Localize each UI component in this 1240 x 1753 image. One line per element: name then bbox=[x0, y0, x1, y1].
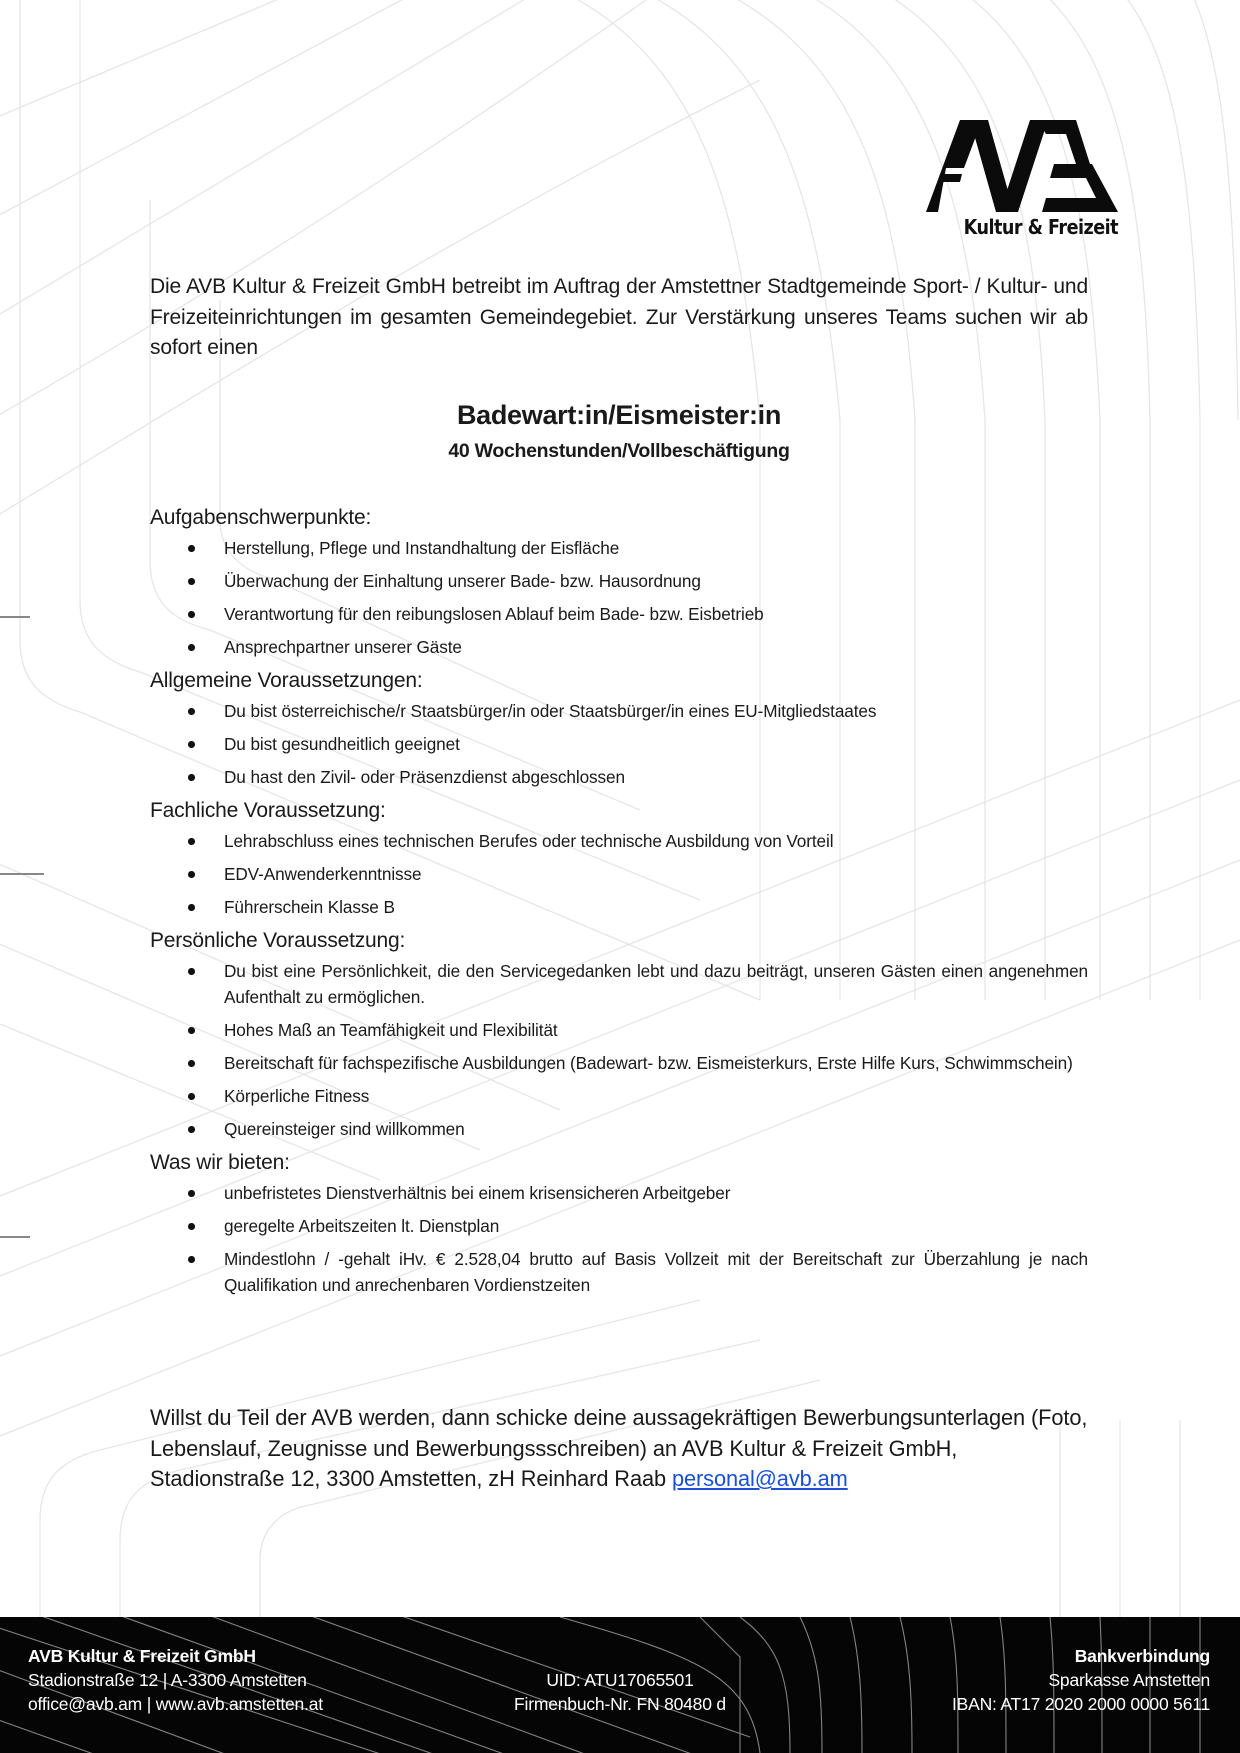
section-general-requirements bbox=[150, 667, 1088, 790]
list-item-text: Überwachung der Einhaltung unserer Bade- bzw. Hausordnung bbox=[224, 571, 701, 591]
list-item-text: Mindestlohn / -gehalt iHv. € 2.528,04 brutto auf Basis Vollzeit mit der Bereitschaft zur Überzahlung je nach Qualifikation und anrechenbaren Vordienstzeiten bbox=[224, 1249, 1088, 1295]
footer-iban: IBAN: AT17 2020 2000 0000 5611 bbox=[951, 1694, 1210, 1714]
section-heading: Aufgabenschwerpunkte: bbox=[150, 506, 372, 529]
bullet-icon bbox=[188, 708, 195, 715]
closing-text: Willst du Teil der AVB werden, dann schicke deine aussagekräftigen Bewerbungsunterlagen (Foto, Lebenslauf, Zeugnisse und Bewerbungssschreiben) an AVB Kultur & Freizeit GmbH, Stadionstraße 12, 3300 Amstetten, zH Reinhard Raab bbox=[150, 1405, 1088, 1491]
list-item bbox=[150, 634, 1088, 660]
bullet-icon bbox=[188, 611, 195, 618]
list-item-text: Führerschein Klasse B bbox=[224, 897, 395, 917]
bullet-icon bbox=[188, 838, 195, 845]
footer-address: Stadionstraße 12 | A-3300 Amstetten bbox=[28, 1670, 307, 1690]
list-item bbox=[150, 1116, 1088, 1142]
list-item bbox=[150, 535, 1088, 561]
list-item-text: Du bist eine Persönlichkeit, die den Servicegedanken lebt und dazu beiträgt, unseren Gästen einen angenehmen Aufenthalt zu ermöglichen. bbox=[224, 961, 1088, 1007]
bullet-icon bbox=[188, 871, 195, 878]
email-link[interactable]: personal@avb.am bbox=[671, 1466, 848, 1491]
avb-logo-icon bbox=[926, 120, 1118, 212]
section-personal-requirements bbox=[150, 927, 1088, 1142]
bullet-icon bbox=[188, 578, 195, 585]
footer-bank-info bbox=[952, 1644, 1210, 1716]
section-heading: Was wir bieten: bbox=[150, 1151, 290, 1174]
footer-contact[interactable]: office@avb.am | www.avb.amstetten.at bbox=[28, 1694, 323, 1714]
list-item bbox=[150, 894, 1088, 920]
footer-bank-name: Sparkasse Amstetten bbox=[1048, 1670, 1210, 1690]
list-item-text: Hohes Maß an Teamfähigkeit und Flexibilität bbox=[224, 1020, 558, 1040]
bullet-icon bbox=[188, 545, 195, 552]
bullet-list bbox=[150, 535, 1088, 660]
list-item bbox=[150, 1017, 1088, 1043]
list-item bbox=[150, 568, 1088, 594]
list-item-text: Herstellung, Pflege und Instandhaltung der Eisfläche bbox=[224, 538, 620, 558]
intro-paragraph: Die AVB Kultur & Freizeit GmbH betreibt im Auftrag der Amstettner Stadtgemeinde Sport- / Kultur- und Freizeiteinrichtungen im gesamten Gemeindegebiet. Zur Verstärkung unseres Teams suchen wir ab sofort einen bbox=[150, 275, 1088, 359]
list-item-text: unbefristetes Dienstverhältnis bei einem krisensicheren Arbeitgeber bbox=[224, 1183, 731, 1203]
footer-registration-info bbox=[502, 1668, 738, 1716]
list-item bbox=[150, 828, 1088, 854]
list-item-text: Ansprechpartner unserer Gäste bbox=[224, 637, 462, 657]
list-item-text: geregelte Arbeitszeiten lt. Dienstplan bbox=[224, 1216, 500, 1236]
requirements-sections bbox=[150, 504, 1088, 1305]
bullet-icon bbox=[188, 1223, 195, 1230]
list-item-text: EDV-Anwenderkenntnisse bbox=[224, 864, 422, 884]
footer-bank-heading: Bankverbindung bbox=[1074, 1646, 1210, 1666]
section-heading: Persönliche Voraussetzung: bbox=[150, 929, 406, 952]
fold-mark bbox=[0, 616, 30, 618]
list-item bbox=[150, 1213, 1088, 1239]
bullet-icon bbox=[188, 741, 195, 748]
bullet-list bbox=[150, 958, 1088, 1142]
job-subtitle: 40 Wochenstunden/Vollbeschäftigung bbox=[448, 440, 790, 462]
section-heading: Allgemeine Voraussetzungen: bbox=[150, 669, 423, 692]
section-professional-requirements bbox=[150, 797, 1088, 920]
bullet-icon bbox=[188, 1027, 195, 1034]
bullet-icon bbox=[188, 644, 195, 651]
section-tasks bbox=[150, 504, 1088, 660]
list-item bbox=[150, 1180, 1088, 1206]
list-item bbox=[150, 1050, 1088, 1076]
bullet-icon bbox=[188, 1190, 195, 1197]
logo-tagline: Kultur & Freizeit bbox=[963, 215, 1118, 239]
list-item bbox=[150, 1246, 1088, 1298]
section-heading: Fachliche Voraussetzung: bbox=[150, 799, 386, 822]
list-item bbox=[150, 601, 1088, 627]
list-item bbox=[150, 1083, 1088, 1109]
footer-company-info bbox=[28, 1644, 323, 1716]
bullet-icon bbox=[188, 774, 195, 781]
bullet-list bbox=[150, 698, 1088, 790]
fold-mark bbox=[0, 1236, 30, 1238]
punch-mark bbox=[0, 873, 44, 875]
bullet-list bbox=[150, 1180, 1088, 1298]
bullet-icon bbox=[188, 968, 195, 975]
list-item-text: Lehrabschluss eines technischen Berufes oder technische Ausbildung von Vorteil bbox=[224, 831, 834, 851]
section-benefits bbox=[150, 1149, 1088, 1298]
list-item-text: Du hast den Zivil- oder Präsenzdienst abgeschlossen bbox=[224, 767, 625, 787]
bullet-icon bbox=[188, 1093, 195, 1100]
list-item bbox=[150, 764, 1088, 790]
list-item-text: Du bist österreichische/r Staatsbürger/in oder Staatsbürger/in eines EU-Mitgliedstaates bbox=[224, 701, 877, 721]
list-item bbox=[150, 861, 1088, 887]
footer-company-name: AVB Kultur & Freizeit GmbH bbox=[28, 1646, 256, 1666]
footer-register-number: Firmenbuch-Nr. FN 80480 d bbox=[514, 1694, 726, 1714]
list-item bbox=[150, 698, 1088, 724]
list-item-text: Quereinsteiger sind willkommen bbox=[224, 1119, 465, 1139]
footer-uid: UID: ATU17065501 bbox=[546, 1670, 694, 1690]
company-logo bbox=[926, 120, 1118, 244]
list-item-text: Du bist gesundheitlich geeignet bbox=[224, 734, 460, 754]
bullet-icon bbox=[188, 1256, 195, 1263]
bullet-icon bbox=[188, 1126, 195, 1133]
list-item-text: Verantwortung für den reibungslosen Ablauf beim Bade- bzw. Eisbetrieb bbox=[224, 604, 764, 624]
bullet-icon bbox=[188, 904, 195, 911]
list-item bbox=[150, 731, 1088, 757]
list-item bbox=[150, 958, 1088, 1010]
bullet-icon bbox=[188, 1060, 195, 1067]
job-title: Badewart:in/Eismeister:in bbox=[456, 400, 782, 430]
list-item-text: Körperliche Fitness bbox=[224, 1086, 370, 1106]
footer bbox=[0, 1617, 1240, 1753]
list-item-text: Bereitschaft für fachspezifische Ausbildungen (Badewart- bzw. Eismeisterkurs, Erste Hilfe Kurs, Schwimmschein) bbox=[224, 1053, 1073, 1073]
bullet-list bbox=[150, 828, 1088, 920]
application-instructions bbox=[150, 1403, 1090, 1495]
